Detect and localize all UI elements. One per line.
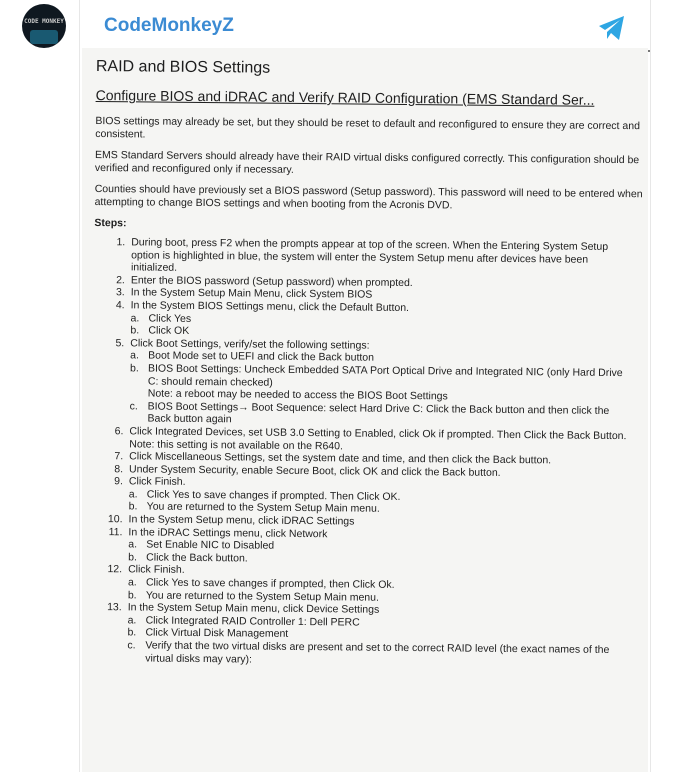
substep-text: BIOS Boot Settings→ Boot Sequence: select Hard Drive C: Click the Back button and then click the Back button again — [147, 400, 610, 426]
step-text: During boot, press F2 when the prompts appear at top of the screen. When the Entering System Setup option is highlighted in blue, the system will enter the System Setup menu after devices have been initialized. — [130, 236, 609, 274]
substep-text: You are returned to the System Setup Main menu. — [145, 589, 379, 604]
document-page — [90, 58, 648, 670]
step-number: 3. — [115, 286, 125, 299]
substep-text: Click Virtual Disk Management — [145, 626, 289, 641]
post-photo[interactable] — [82, 48, 648, 772]
step-text: In the iDRAC Settings menu, click Network — [128, 525, 328, 540]
step-number: 12. — [107, 563, 123, 576]
step-note: Note: a reboot may be needed to access the BIOS Boot Settings — [147, 387, 448, 403]
substep-text: Verify that the two virtual disks are present and set to the correct RAID level (the exact names of the virtual disks may vary): — [145, 639, 610, 666]
step-number: 2. — [116, 273, 125, 287]
substep-text: Click Yes to save changes if prompted. Then Click OK. — [146, 488, 401, 503]
channel-avatar[interactable] — [22, 4, 66, 48]
avatar-logo-text: CODE MONKEY — [24, 18, 64, 25]
step-text: In the System Setup menu, click iDRAC Settings — [128, 513, 355, 528]
document-paragraph: BIOS settings may already be set, but they should be reset to default and reconfigured to ensure they are correct and consistent. — [95, 114, 641, 140]
step-number: 1. — [116, 236, 126, 249]
substep-text: BIOS Boot Settings: Uncheck Embedded SATA Port Optical Drive and Integrated NIC (only Hard Drive C: should remain checked) — [147, 362, 623, 389]
step-number: 8. — [114, 462, 124, 475]
substep-letter: b. — [130, 324, 140, 337]
telegram-plane-icon[interactable] — [597, 14, 627, 42]
step-number: 13. — [107, 601, 122, 614]
step-number: 9. — [114, 475, 123, 488]
substep-letter: b. — [127, 626, 137, 639]
step-item — [94, 236, 648, 279]
substep-letter: c. — [127, 639, 136, 652]
steps-label: Steps: — [94, 216, 127, 230]
step-text: In the System BIOS Settings menu, click the Default Button. — [130, 299, 410, 314]
substep-text: Click the Back button. — [146, 551, 248, 565]
substep-letter: a. — [130, 311, 140, 324]
steps-list — [90, 236, 648, 670]
substep-text: Boot Mode set to UEFI and click the Back button — [148, 349, 375, 365]
substep-text: Click Yes to save changes if prompted, then Click Ok. — [145, 576, 395, 591]
substep-letter: a. — [130, 349, 139, 362]
step-text: Click Finish. — [128, 563, 185, 577]
step-text: Enter the BIOS password (Setup password) when prompted. — [130, 274, 413, 289]
substep-letter: a. — [127, 576, 137, 589]
substep-letter: b. — [128, 551, 138, 564]
substep-letter: a. — [128, 538, 138, 551]
scroll-marker — [648, 50, 650, 52]
substep-text: Click OK — [148, 324, 190, 338]
step-text: Click Boot Settings, verify/set the following settings: — [130, 337, 370, 352]
substep-letter: a. — [127, 614, 137, 627]
step-number: 6. — [114, 425, 124, 438]
substep-text: Set Enable NIC to Disabled — [146, 538, 275, 552]
substep-letter: b. — [127, 588, 137, 602]
step-text: In the System Setup Main Menu, click System BIOS — [130, 286, 373, 302]
channel-name[interactable]: CodeMonkeyZ — [104, 15, 234, 36]
step-number: 5. — [115, 336, 125, 350]
step-text: Click Finish. — [128, 475, 186, 489]
substep-text: You are returned to the System Setup Main menu. — [146, 500, 380, 516]
document-subtitle: Configure BIOS and iDRAC and Verify RAID Configuration (EMS Standard Ser... — [95, 86, 595, 108]
step-note: Note: this setting is not available on the R640. — [129, 437, 343, 452]
document-paragraph: Counties should have previously set a BIOS password (Setup password). This password will need to be entered when attempting to change BIOS settings and when booting from the Acronis DVD. — [94, 182, 643, 211]
substep-letter: c. — [129, 400, 138, 413]
step-number: 10. — [107, 513, 123, 526]
step-number: 4. — [115, 299, 125, 312]
step-text: Click Integrated Devices, set USB 3.0 Setting to Enabled, click Ok if prompted. Then Click the Back Button. — [129, 425, 627, 443]
step-number: 7. — [114, 450, 124, 463]
step-text: In the System Setup Main menu, click Device Settings — [127, 601, 380, 616]
substep-text: Click Integrated RAID Controller 1: Dell PERC — [145, 614, 360, 629]
step-number: 11. — [108, 525, 123, 538]
step-text: Click Miscellaneous Settings, set the system date and time, and then click the Back button. — [129, 450, 552, 467]
substep-text: Click Yes — [148, 312, 192, 325]
document-title: RAID and BIOS Settings — [95, 58, 271, 77]
document-paragraph: EMS Standard Servers should already have their RAID virtual disks configured correctly. This configuration should be verified and reconfigured only if necessary. — [94, 148, 640, 176]
substep-item — [90, 639, 648, 670]
document-paragraphs — [95, 115, 648, 213]
avatar-glow — [30, 30, 58, 44]
substep-letter: a. — [128, 488, 138, 501]
substep-letter: b. — [128, 500, 138, 513]
substep-letter: b. — [129, 362, 139, 375]
step-text: Under System Security, enable Secure Boot, click OK and click the Back button. — [128, 463, 501, 479]
